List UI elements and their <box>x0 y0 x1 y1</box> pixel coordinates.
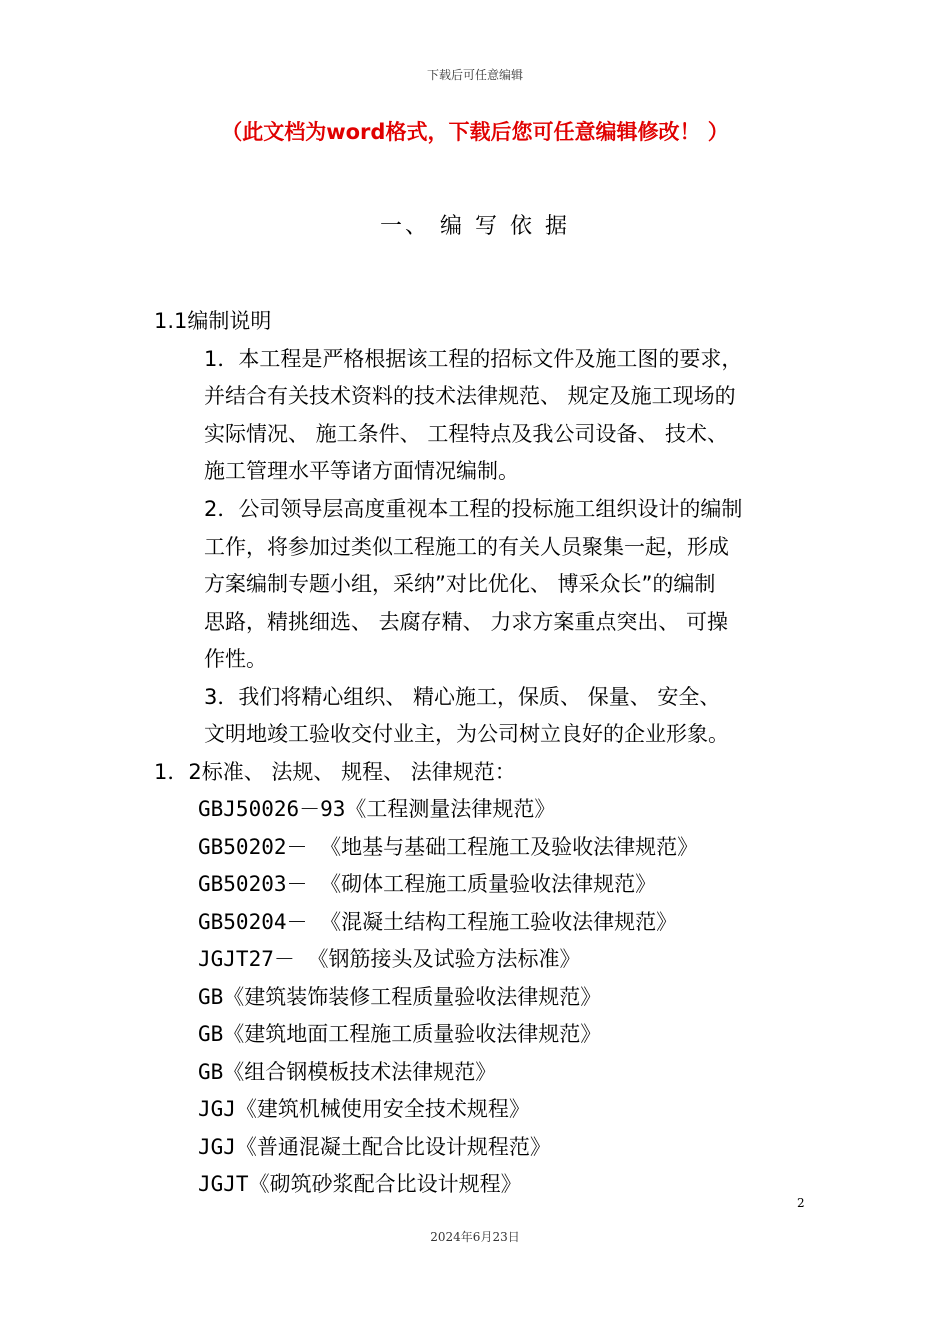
standard-item: GB《组合钢模板技术法律规范》 <box>198 1060 497 1084</box>
format-notice: （此文档为word格式，下载后您可任意编辑修改！ ） <box>221 120 729 144</box>
paragraph-line: 2．公司领导层高度重视本工程的投标施工组织设计的编制 <box>204 497 743 521</box>
page-header: 下载后可任意编辑 <box>426 68 523 82</box>
standard-item: JGJT《砌筑砂浆配合比设计规程》 <box>198 1172 522 1196</box>
paragraph-line: 并结合有关技术资料的技术法律规范、 规定及施工现场的 <box>204 384 736 408</box>
page-number: 2 <box>797 1196 805 1210</box>
paragraph-line: 施工管理水平等诸方面情况编制。 <box>204 459 519 483</box>
standard-item: GB50203－ 《砌体工程施工质量验收法律规范》 <box>198 872 657 896</box>
paragraph-line: 方案编制专题小组，采纳”对比优化、 博采众长”的编制 <box>204 572 716 596</box>
standard-item: JGJT27－ 《钢筋接头及试验方法标准》 <box>198 947 581 971</box>
paragraph-line: 3．我们将精心组织、 精心施工，保质、 保量、 安全、 <box>204 685 721 709</box>
standard-item: JGJ《普通混凝土配合比设计规程范》 <box>198 1135 551 1159</box>
standard-item: GB50204－ 《混凝土结构工程施工验收法律规范》 <box>198 910 678 934</box>
footer-date: 2024年6月23日 <box>430 1230 520 1244</box>
paragraph-line: 工作，将参加过类似工程施工的有关人员聚集一起，形成 <box>204 535 729 559</box>
standard-item: JGJ《建筑机械使用安全技术规程》 <box>198 1097 530 1121</box>
paragraph-line: 思路，精挑细选、 去腐存精、 力求方案重点突出、 可操 <box>204 610 729 634</box>
standard-item: GB50202－ 《地基与基础工程施工及验收法律规范》 <box>198 835 699 859</box>
paragraph-line: 文明地竣工验收交付业主，为公司树立良好的企业形象。 <box>204 722 729 746</box>
section-1-1-title: 1.1编制说明 <box>154 309 272 333</box>
standard-item: GB《建筑装饰装修工程质量验收法律规范》 <box>198 985 602 1009</box>
standard-item: GB《建筑地面工程施工质量验收法律规范》 <box>198 1022 602 1046</box>
paragraph-line: 实际情况、 施工条件、 工程特点及我公司设备、 技术、 <box>204 422 729 446</box>
standard-item: GBJ50026－93《工程测量法律规范》 <box>198 797 556 821</box>
chapter-heading: 一、 编 写 依 据 <box>380 214 570 239</box>
paragraph-line: 1．本工程是严格根据该工程的招标文件及施工图的要求， <box>204 347 743 371</box>
section-1-2-title: 1．2标准、 法规、 规程、 法律规范： <box>154 760 516 784</box>
paragraph-line: 作性。 <box>204 647 267 671</box>
